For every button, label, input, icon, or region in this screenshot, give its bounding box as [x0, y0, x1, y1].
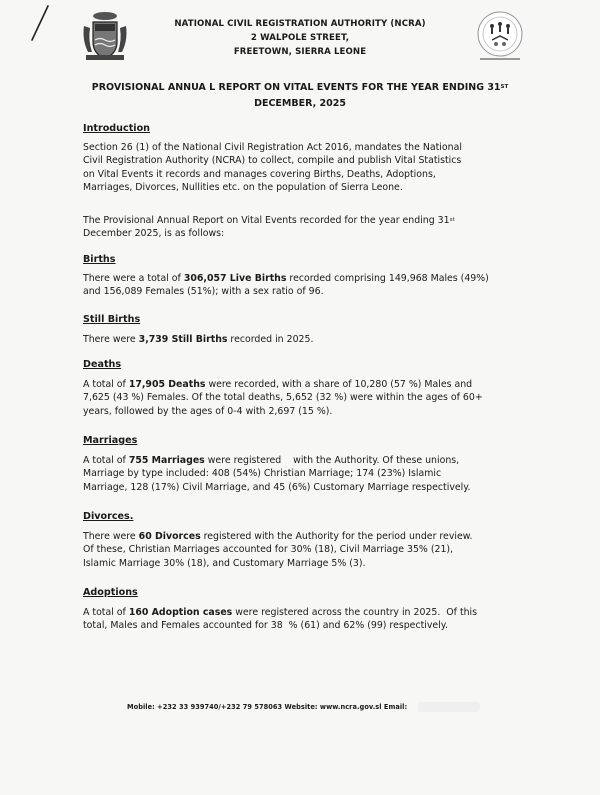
text-line: Of these, Christian Marriages accounted for 30% (18), Civil Marriage 35% (21),: [83, 544, 454, 556]
text: A total of: [83, 607, 129, 618]
text-line: Marriages, Divorces, Nullities etc. on the population of Sierra Leone.: [83, 182, 403, 194]
heading-deaths: Deaths: [83, 359, 122, 370]
text-line: on Vital Events it records and manages covering Births, Deaths, Adoptions,: [83, 168, 436, 180]
text-line: Section 26 (1) of the National Civil Registration Act 2016, mandates the National: [83, 142, 462, 153]
redacted-email: [418, 702, 480, 712]
text: A total of: [83, 379, 129, 390]
text: A total of: [83, 455, 129, 466]
heading-still-births: Still Births: [83, 314, 141, 325]
heading-marriages: Marriages: [83, 435, 138, 446]
letterhead: [160, 17, 440, 59]
text: recorded comprising 149,968 Males (49%): [286, 273, 489, 284]
title-line-2: DECEMBER, 2025: [254, 98, 346, 109]
heading-divorces: Divorces.: [83, 511, 134, 522]
text-line: 7,625 (43 %) Females. Of the total deaths, 5,652 (32 %) were within the ages of 60+: [83, 392, 483, 404]
ncra-logo-icon: [470, 8, 530, 64]
text-line: years, followed by the ages of 0-4 with 2,697 (15 %).: [83, 405, 333, 417]
deaths-paragraph: [83, 378, 533, 418]
still-births-paragraph: [83, 333, 533, 346]
heading-adoptions: Adoptions: [83, 587, 138, 598]
text-line: total, Males and Females accounted for 38 % (61) and 62% (99) respectively.: [83, 620, 448, 632]
heading-births: Births: [83, 254, 116, 265]
text-line: Marriage, 128 (17%) Civil Marriage, and 45 (6%) Customary Marriage respectively.: [83, 481, 471, 493]
text-line: The Provisional Annual Report on Vital Events recorded for the year ending 31: [83, 215, 450, 226]
text-line: Marriage by type included: 408 (54%) Christian Marriage; 174 (23%) Islamic: [83, 468, 442, 480]
marriages-total: 755 Marriages: [128, 455, 205, 466]
title-line-1: PROVISIONAL ANNUA L REPORT ON VITAL EVENTS FOR THE YEAR ENDING 31: [91, 82, 501, 93]
heading-introduction: Introduction: [83, 123, 150, 134]
adoptions-paragraph: [83, 606, 533, 633]
text-line: Islamic Marriage 30% (18), and Customary Marriage 5% (3).: [83, 557, 366, 569]
introduction-paragraph-2: [83, 214, 533, 241]
divorces-total: 60 Divorces: [138, 531, 201, 542]
births-total: 306,057 Live Births: [183, 273, 287, 284]
street-address: 2 WALPOLE STREET,: [250, 33, 350, 43]
sierra-leone-coat-of-arms-icon: [80, 10, 130, 62]
city-address: FREETOWN, SIERRA LEONE: [233, 47, 367, 57]
introduction-paragraph-1: [83, 141, 533, 195]
text: There were: [83, 334, 139, 345]
organization-name: NATIONAL CIVIL REGISTRATION AUTHORITY (NCRA): [174, 19, 426, 29]
adoptions-total: 160 Adoption cases: [128, 607, 233, 618]
text-line: December 2025, is as follows:: [83, 228, 225, 240]
deaths-total: 17,905 Deaths: [128, 379, 206, 390]
footer-contact: Mobile: +232 33 939740/+232 79 578063 Website: www.ncra.gov.sl Email:: [127, 703, 408, 711]
text: were recorded, with a share of 10,280 (57 %) Males and: [205, 379, 473, 390]
births-paragraph: [83, 272, 533, 299]
divorces-paragraph: [83, 530, 533, 570]
text: There were a total of: [83, 273, 184, 284]
pen-stroke-mark: [28, 4, 52, 44]
report-title: [70, 80, 530, 112]
marriages-paragraph: [83, 454, 533, 494]
superscript: st: [449, 217, 455, 223]
text: There were: [83, 531, 139, 542]
text: recorded in 2025.: [227, 334, 314, 345]
text: were registered across the country in 2025. Of this: [232, 607, 478, 618]
text-line: Civil Registration Authority (NCRA) to collect, compile and publish Vital Statistics: [83, 155, 462, 167]
text: were registered with the Authority. Of these unions,: [204, 455, 460, 466]
title-superscript: ST: [500, 84, 509, 90]
text-line: and 156,089 Females (51%); with a sex ratio of 96.: [83, 286, 324, 298]
still-births-total: 3,739 Still Births: [138, 334, 228, 345]
text: registered with the Authority for the period under review.: [200, 531, 473, 542]
